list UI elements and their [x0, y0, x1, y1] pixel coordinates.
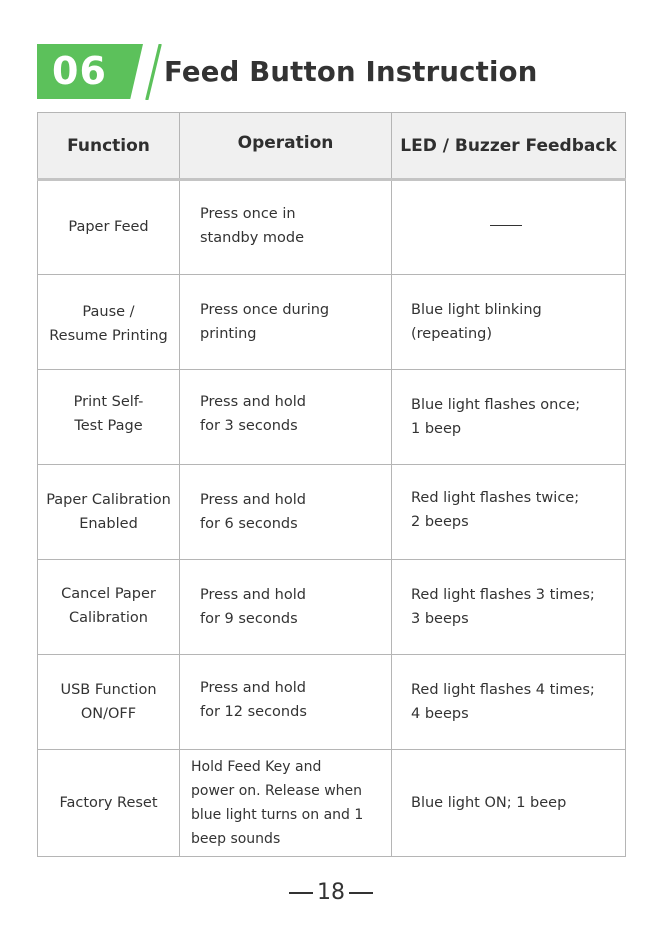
operation-cell — [180, 750, 392, 857]
feedback-text: 4 beeps — [411, 706, 469, 722]
function-text: Paper Feed — [68, 218, 149, 235]
feedback-text: Blue light ON; 1 beep — [411, 795, 567, 811]
operation-cell — [180, 180, 392, 275]
feedback-cell — [392, 750, 626, 857]
operation-text: blue light turns on and 1 — [191, 807, 364, 823]
feedback-cell — [392, 275, 626, 370]
feedback-cell — [392, 655, 626, 750]
operation-cell — [180, 370, 392, 465]
feedback-text: 3 beeps — [411, 611, 469, 627]
function-cell — [38, 560, 180, 655]
feedback-cell — [392, 370, 626, 465]
table-row — [38, 560, 626, 655]
table-row — [38, 370, 626, 465]
operation-text: beep sounds — [191, 831, 281, 847]
no-feedback-dash — [490, 225, 522, 226]
feedback-cell — [392, 560, 626, 655]
table-row — [38, 465, 626, 560]
function-cell — [38, 180, 180, 275]
operation-text: power on. Release when — [191, 783, 363, 799]
operation-text: Hold Feed Key and — [191, 759, 322, 775]
function-text: USB Function — [60, 682, 157, 698]
operation-text: for 9 seconds — [200, 611, 298, 627]
feedback-cell — [392, 465, 626, 560]
operation-text: standby mode — [200, 229, 305, 246]
function-text: Test Page — [74, 418, 143, 434]
feedback-text: 2 beeps — [411, 514, 469, 530]
function-text: Resume Printing — [49, 328, 168, 344]
function-text: Calibration — [69, 610, 148, 626]
function-cell — [38, 750, 180, 857]
function-text: Factory Reset — [59, 795, 158, 811]
page-number-text: 18 — [317, 880, 345, 905]
operation-text: Press and hold — [200, 587, 306, 603]
table-row — [38, 180, 626, 275]
section-number: 06 — [52, 49, 107, 93]
operation-cell — [180, 655, 392, 750]
function-text: Print Self- — [73, 394, 144, 410]
operation-cell — [180, 465, 392, 560]
operation-text: Press and hold — [200, 394, 306, 410]
page-title: Feed Button Instruction — [164, 56, 538, 88]
operation-text: for 3 seconds — [200, 418, 298, 434]
feedback-text: Red light flashes 4 times; — [411, 682, 595, 698]
table-row — [38, 655, 626, 750]
column-header-function: Function — [38, 113, 180, 180]
feedback-text: (repeating) — [411, 326, 492, 342]
slash-divider-icon — [143, 44, 163, 100]
table-row — [38, 275, 626, 370]
feedback-text: Blue light flashes once; — [411, 397, 581, 413]
feedback-text: 1 beep — [411, 421, 462, 437]
operation-text: for 6 seconds — [200, 516, 298, 532]
table-header-row — [38, 113, 626, 180]
feedback-text: Red light flashes twice; — [411, 490, 580, 506]
function-cell — [38, 370, 180, 465]
operation-text: for 12 seconds — [200, 704, 307, 720]
table-row — [38, 750, 626, 857]
page-number — [0, 878, 662, 908]
page-number-left-rule — [289, 892, 313, 894]
feed-button-table — [37, 112, 626, 857]
feedback-text: Blue light blinking — [411, 302, 542, 318]
operation-text: Press once during — [200, 302, 330, 318]
function-text: Pause / — [82, 304, 135, 320]
function-text: ON/OFF — [80, 706, 137, 722]
page-number-right-rule — [349, 892, 373, 894]
function-cell — [38, 275, 180, 370]
operation-cell — [180, 560, 392, 655]
column-header-operation: Operation — [180, 113, 392, 180]
function-text: Paper Calibration — [46, 492, 171, 508]
function-cell — [38, 655, 180, 750]
operation-text: Press once in — [200, 205, 296, 222]
operation-text: printing — [200, 326, 257, 342]
function-cell — [38, 465, 180, 560]
feedback-text: Red light flashes 3 times; — [411, 587, 595, 603]
operation-cell — [180, 275, 392, 370]
function-text: Cancel Paper — [61, 586, 156, 602]
feedback-cell — [392, 180, 626, 275]
function-text: Enabled — [79, 516, 138, 532]
operation-text: Press and hold — [200, 680, 306, 696]
column-header-feedback: LED / Buzzer Feedback — [392, 113, 626, 180]
operation-text: Press and hold — [200, 492, 306, 508]
